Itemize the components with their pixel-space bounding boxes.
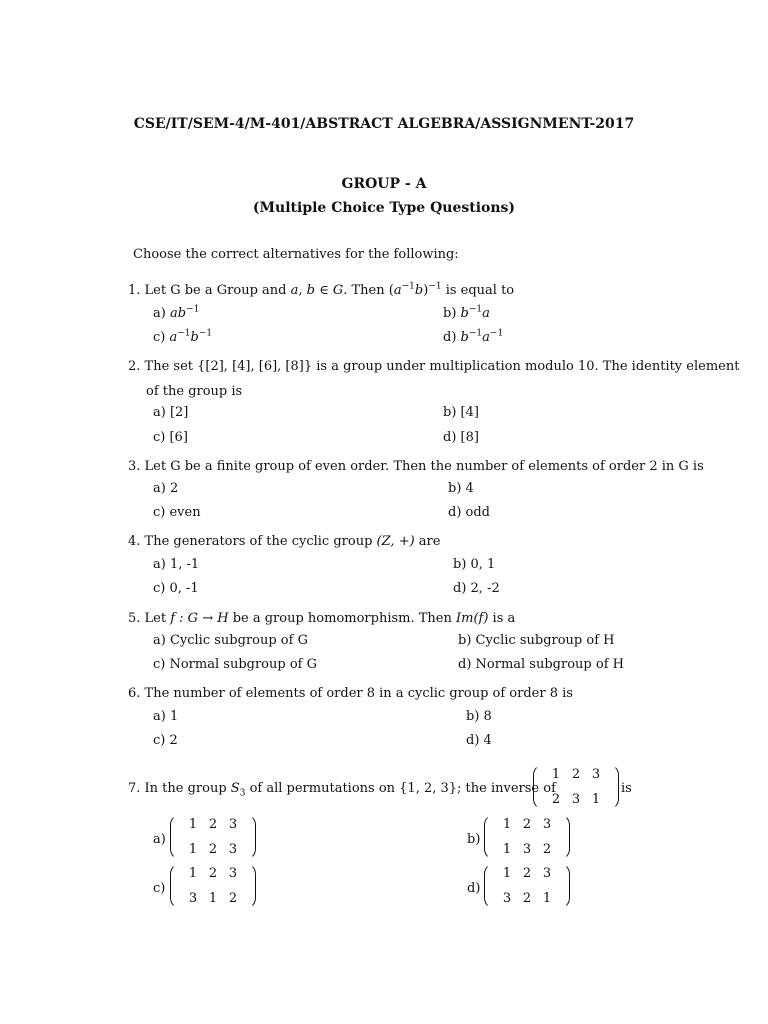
instruction: Choose the correct alternatives for the following: [133,247,459,262]
question-5: 5. Let f : G → H be a group homomorphism. Then Im(f) is a [128,611,516,626]
matrix [484,814,570,860]
q5-option-d[interactable]: d) Normal subgroup of H [458,657,624,672]
question-1: 1. Let G be a Group and a, b ∈ G. Then $(a^{-1}b)^{-1}$ is equal to [128,281,515,298]
q7-given-permutation [533,764,619,810]
q1-option-c[interactable]: c) $a^{-1}b^{-1}$ [153,328,213,345]
matrix-entry: 1 [502,866,512,881]
q6-option-a[interactable]: a) 1 [153,709,179,724]
matrix-entry: 1 [188,842,198,857]
document-header: CSE/IT/SEM-4/M-401/ABSTRACT ALGEBRA/ASSIGNMENT-2017 [133,116,635,132]
q5-option-b[interactable]: b) Cyclic subgroup of H [458,633,615,648]
q4-option-c[interactable]: c) 0, -1 [153,581,199,596]
q1-option-b[interactable]: b) $b^{-1}a$ [443,304,490,321]
matrix [170,814,256,860]
q1-option-a[interactable]: a) $ab^{-1}$ [153,304,200,321]
q7-option-b-label[interactable]: b) [467,832,481,847]
right-parenthesis [559,863,570,909]
group-subtitle: (Multiple Choice Type Questions) [252,200,516,216]
q7-option-d[interactable] [484,863,570,909]
question-2-line2: of the group is [146,384,243,399]
matrix-entry: 2 [208,817,218,832]
matrix-entry: 1 [502,842,512,857]
matrix [170,863,256,909]
question-7: 7. In the group $S_3$ of all permutations on {1, 2, 3}; the inverse of [128,781,556,799]
q6-option-c[interactable]: c) 2 [153,733,178,748]
q7-option-c[interactable] [170,863,256,909]
matrix-entry: 3 [228,866,238,881]
matrix-entry: 2 [522,817,532,832]
q2-option-d[interactable]: d) [8] [443,430,479,445]
matrix-entry: 3 [571,792,581,807]
left-parenthesis [533,764,544,810]
right-parenthesis [559,814,570,860]
matrix-entry: 3 [542,817,552,832]
question-6: 6. The number of elements of order 8 in a cyclic group of order 8 is [128,686,573,701]
matrix-entry: 1 [188,866,198,881]
left-parenthesis [170,814,181,860]
q3-option-d[interactable]: d) odd [448,505,490,520]
matrix-entry: 3 [188,891,198,906]
matrix-entry: 2 [522,891,532,906]
left-parenthesis [170,863,181,909]
matrix-entry: 2 [208,842,218,857]
q7-option-a[interactable] [170,814,256,860]
matrix-entry: 3 [591,767,601,782]
matrix-entry: 3 [228,817,238,832]
q4-option-b[interactable]: b) 0, 1 [453,557,496,572]
matrix-entry: 1 [551,767,561,782]
right-parenthesis [245,863,256,909]
q3-option-a[interactable]: a) 2 [153,481,179,496]
right-parenthesis [245,814,256,860]
q3-option-c[interactable]: c) even [153,505,201,520]
matrix-entry: 2 [522,866,532,881]
matrix-entry: 2 [228,891,238,906]
q5-option-c[interactable]: c) Normal subgroup of G [153,657,317,672]
matrix [533,764,619,810]
question-2-line1: 2. The set {[2], [4], [6], [8]} is a group under multiplication modulo 10. The identity element [128,359,740,374]
left-parenthesis [484,863,495,909]
q1-option-d[interactable]: d) $b^{-1}a^{-1}$ [443,328,504,345]
q7-option-d-label[interactable]: d) [467,881,481,896]
q6-option-b[interactable]: b) 8 [466,709,492,724]
q7-post: is [621,781,632,796]
q6-option-d[interactable]: d) 4 [466,733,492,748]
q2-option-a[interactable]: a) [2] [153,405,189,420]
q7-option-b[interactable] [484,814,570,860]
matrix [484,863,570,909]
q2-option-c[interactable]: c) [6] [153,430,188,445]
question-4: 4. The generators of the cyclic group (Z, +) are [128,534,441,549]
q5-option-a[interactable]: a) Cyclic subgroup of G [153,633,308,648]
q4-option-d[interactable]: d) 2, -2 [453,581,500,596]
matrix-entry: 1 [188,817,198,832]
matrix-entry: 2 [551,792,561,807]
matrix-entry: 3 [502,891,512,906]
q3-option-b[interactable]: b) 4 [448,481,474,496]
question-3: 3. Let G be a finite group of even order. Then the number of elements of order 2 in G is [128,459,704,474]
matrix-entry: 3 [228,842,238,857]
left-parenthesis [484,814,495,860]
group-title: GROUP - A [341,176,427,192]
q2-option-b[interactable]: b) [4] [443,405,479,420]
matrix-entry: 1 [542,891,552,906]
matrix-entry: 3 [522,842,532,857]
q4-option-a[interactable]: a) 1, -1 [153,557,200,572]
matrix-entry: 2 [208,866,218,881]
matrix-entry: 1 [591,792,601,807]
matrix-entry: 1 [502,817,512,832]
q7-option-c-label[interactable]: c) [153,881,166,896]
matrix-entry: 2 [542,842,552,857]
matrix-entry: 1 [208,891,218,906]
matrix-entry: 3 [542,866,552,881]
matrix-entry: 2 [571,767,581,782]
right-parenthesis [608,764,619,810]
q7-option-a-label[interactable]: a) [153,832,166,847]
